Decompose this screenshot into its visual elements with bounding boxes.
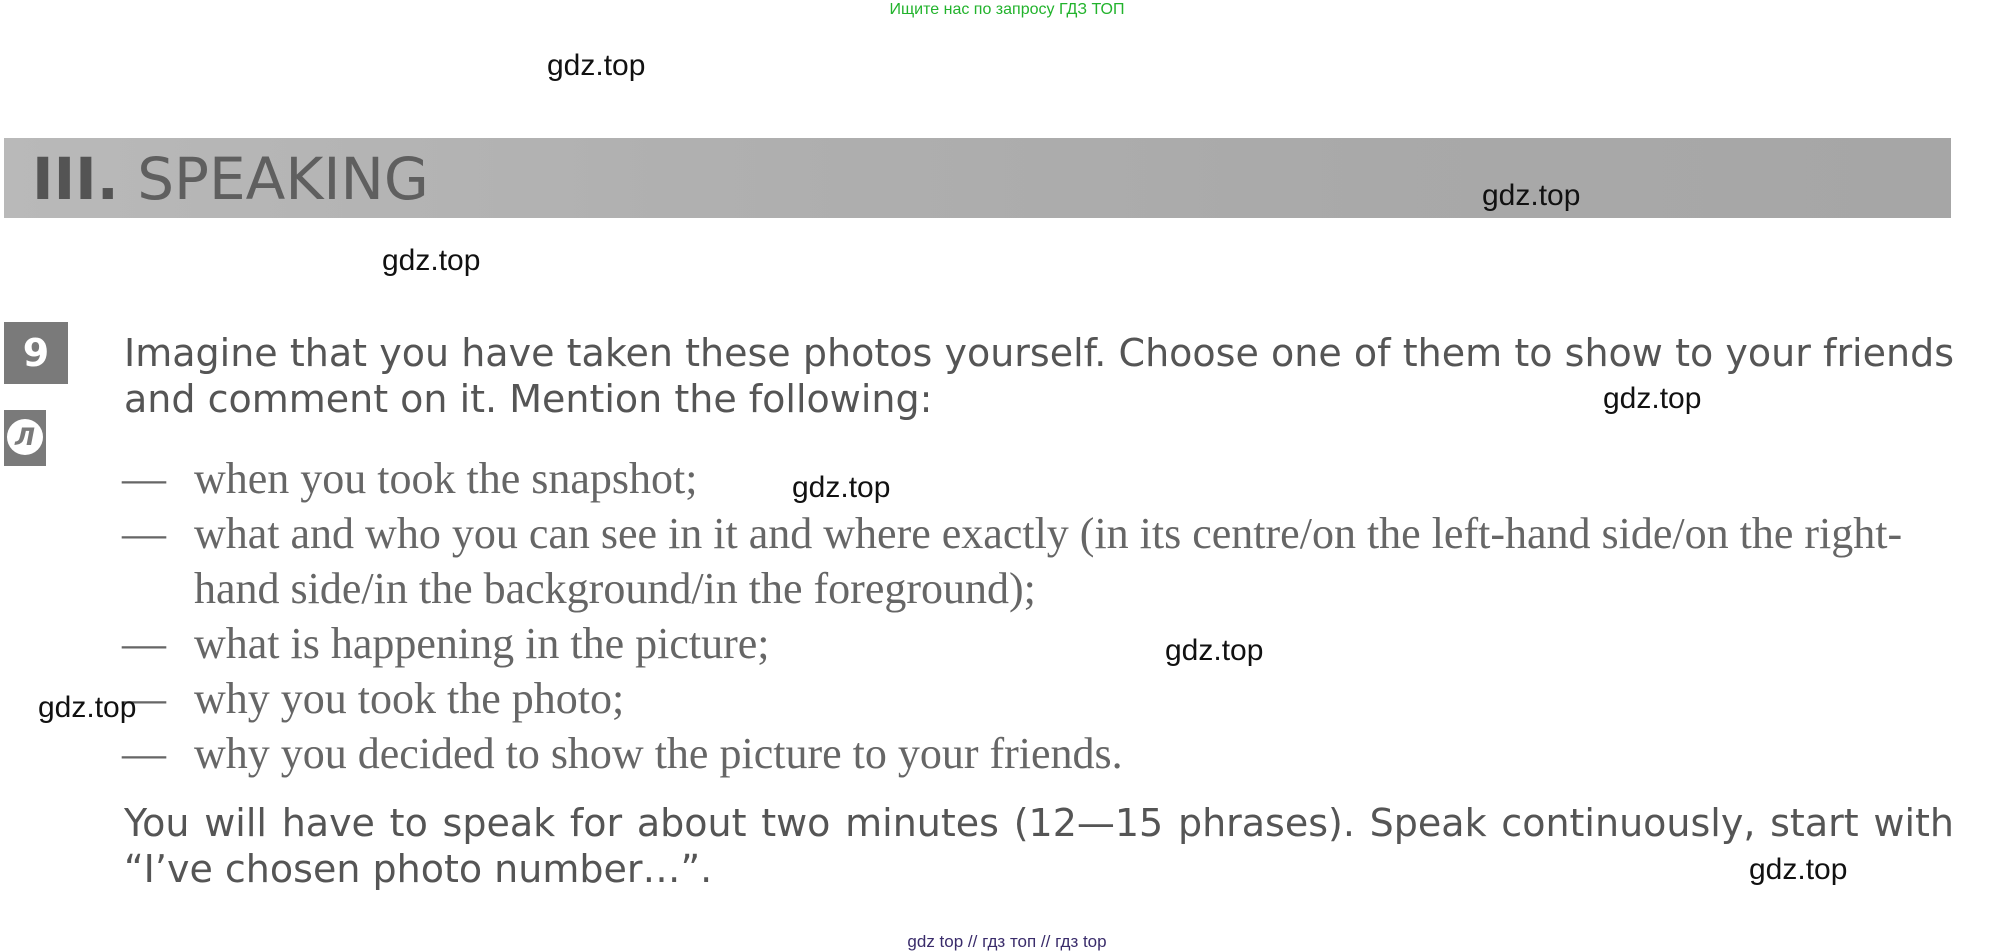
bullet-text: what and who you can see in it and where exactly (in its centre/on the left-hand side/on the right-hand side/in the background/in the foreground); [194, 509, 1903, 613]
watermark: gdz.top [547, 49, 646, 82]
bullet-text: why you decided to show the picture to your friends. [194, 729, 1123, 778]
list-item [122, 671, 1954, 726]
bullet-dash: — [122, 509, 166, 558]
list-item [122, 506, 1954, 616]
bullet-dash: — [122, 454, 166, 503]
watermark: gdz.top [1482, 179, 1581, 212]
list-item [122, 616, 1954, 671]
bullet-text: why you took the photo; [194, 674, 625, 723]
watermark: gdz.top [382, 244, 481, 277]
bullet-dash: — [122, 674, 166, 723]
watermark: gdz.top [1165, 634, 1264, 667]
section-title [32, 146, 429, 212]
task-number-badge: 9 [4, 322, 68, 384]
watermark: gdz.top [792, 471, 891, 504]
task-bullet-list [122, 451, 1954, 781]
bullet-dash: — [122, 729, 166, 778]
watermark: gdz.top [38, 691, 137, 724]
section-number: III. [32, 145, 119, 213]
listening-icon [4, 410, 46, 466]
task-closing-instructions: You will have to speak for about two minutes (12—15 phrases). Speak continuously, start with “I’ve chosen photo number…”. [124, 801, 1954, 891]
bullet-text: what is happening in the picture; [194, 619, 770, 668]
bullet-dash: — [122, 619, 166, 668]
footer-site-links[interactable]: gdz top // гдз топ // гдз top [907, 932, 1107, 951]
task-intro: Imagine that you have taken these photos yourself. Choose one of them to show to your friends and comment on it. Mention the following: [124, 331, 1954, 421]
section-name: SPEAKING [137, 145, 429, 213]
listening-icon-letter: Л [7, 419, 43, 455]
search-hint-banner: Ищите нас по запросу ГДЗ ТОП [889, 1, 1125, 18]
watermark: gdz.top [1749, 853, 1848, 886]
bullet-text: when you took the snapshot; [194, 454, 698, 503]
list-item [122, 726, 1954, 781]
list-item [122, 451, 1954, 506]
watermark: gdz.top [1603, 382, 1702, 415]
